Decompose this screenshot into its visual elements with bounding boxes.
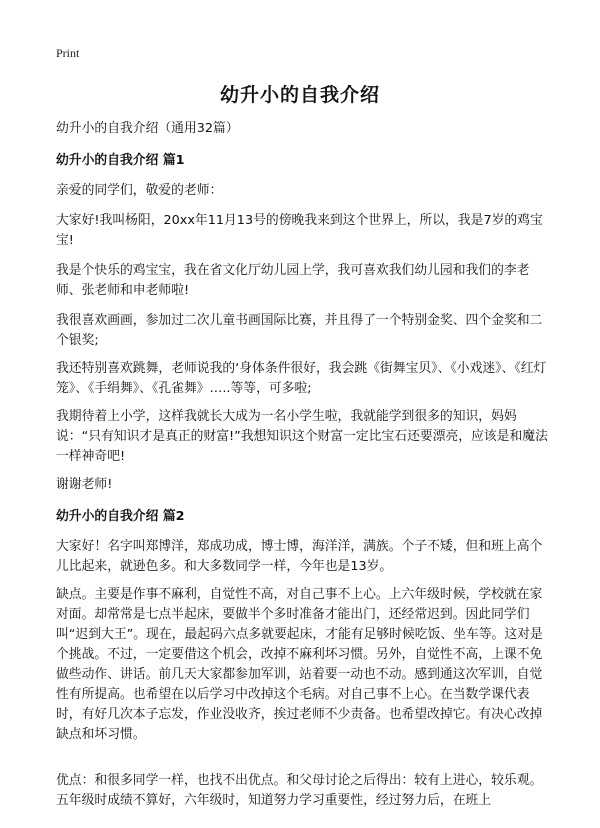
section-1-paragraph-2: 我是个快乐的鸡宝宝，我在省文化厅幼儿园上学，我可喜欢我们幼儿园和我们的李老师、张老师和申老师啦! bbox=[56, 263, 530, 298]
section-1-greeting: 亲爱的同学们，敬爱的老师： bbox=[56, 183, 223, 198]
section-1-paragraph-4: 我还特别喜欢跳舞，老师说我的‘身体条件很好，我会跳《街舞宝贝》、《小戏迷》、《红灯笼》、《手绢舞》、《孔雀舞》…..等等，可多啦; bbox=[56, 361, 547, 396]
section-1-paragraph-5: 我期待着上小学，这样我就长大成为一名小学生啦，我就能学到很多的知识，妈妈说：“只有知识才是真正的财富!”我想知识这个财富一定比宝石还要漂亮，应该是和魔法一样神奇吧! bbox=[56, 409, 548, 464]
print-link[interactable]: Print bbox=[56, 46, 80, 60]
section-2-heading: 幼升小的自我介绍 篇2 bbox=[56, 509, 185, 524]
document-subtitle: 幼升小的自我介绍（通用32篇） bbox=[56, 121, 239, 136]
section-2-paragraph-3: 优点：和很多同学一样，也找不出优点。和父母讨论之后得出：较有上进心，较乐观。五年级时成绩不算好，六年级时，知道努力学习重要性，经过努力后，在班上 bbox=[56, 773, 543, 808]
section-1-paragraph-3: 我很喜欢画画，参加过二次儿童书画国际比赛，并且得了一个特别金奖、四个金奖和二个银奖; bbox=[56, 313, 543, 348]
section-1-closing: 谢谢老师! bbox=[56, 477, 113, 492]
section-1-paragraph-1: 大家好!我叫杨阳，20xx年11月13号的傍晚我来到这个世界上，所以，我是7岁的鸡宝宝! bbox=[56, 213, 543, 248]
section-1-heading: 幼升小的自我介绍 篇1 bbox=[56, 153, 185, 168]
section-2-paragraph-2: 缺点。主要是作事不麻利，自觉性不高，对自己事不上心。上六年级时候，学校就在家对面。却常常是七点半起床，要做半个多时准备才能出门，还经常迟到。因此同学们叫“迟到大王”。现在，最起码六点多就要起床，才能有足够时候吃饭、坐车等。这对是个挑战。不过，一定要借这个机会，改掉不麻利坏习惯。另外，自觉性不高，上课不免做些动作、讲话。前几天大家都参加军训，站着要一动也不动。感到通这次军训，自觉性有所提高。也希望在以后学习中改掉这个毛病。对自己事不上心。在当数学课代表时，有好几次本子忘发，作业没收齐，挨过老师不少责备。也希望改掉它。有决心改掉缺点和坏习惯。 bbox=[56, 587, 543, 742]
document-title: 幼升小的自我介绍 bbox=[219, 84, 380, 106]
section-2-paragraph-1: 大家好！名字叫郑博洋，郑成功成，博士博，海洋洋，满族。个子不矮，但和班上高个儿比起来，就逊色多。和大多数同学一样，今年也是13岁。 bbox=[56, 539, 543, 574]
